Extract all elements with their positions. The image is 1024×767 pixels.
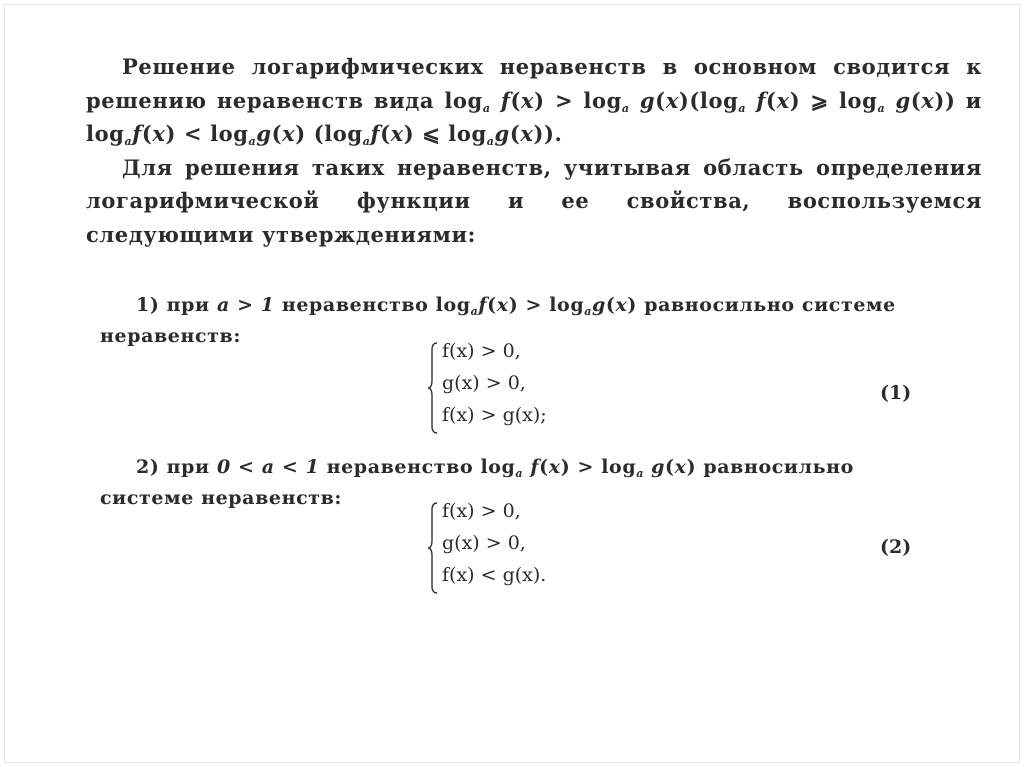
system-1-line-3: f(x) > g(x); xyxy=(442,404,547,426)
equation-number-2: (2) xyxy=(880,536,912,558)
rule-2-lead: 2) при xyxy=(136,456,210,478)
rule-1-lead: 1) при xyxy=(136,294,210,316)
system-2-line-1: f(x) > 0, xyxy=(442,500,521,522)
equation-number-1: (1) xyxy=(880,382,912,404)
system-1-line-1: f(x) > 0, xyxy=(442,340,521,362)
conjunction: и xyxy=(965,87,982,113)
brace-icon xyxy=(428,342,438,434)
rule-1-formula: $\log_af(x) > \log_ag(x)$ xyxy=(435,294,637,318)
intro-paragraph-1-text: Решение логарифмических неравенств в основном сводится к решению неравенств вида xyxy=(86,54,982,113)
formula-log-f-gt-log-g: $\log_a f(x) > \log_a g(x)(\log_a$ f(x) ⩾ $\log_a g(x)$) xyxy=(444,87,956,115)
rule-1-tail: равносильно системе неравенств: xyxy=(100,294,896,347)
system-2-line-3: f(x) < g(x). xyxy=(442,564,547,586)
formula-log-f-lt-log-g: $\log_af(x) < \log_ag(x)$ ($\log_af(x)$ ⩽ $\log_ag(x)$). xyxy=(86,121,563,148)
intro-paragraph-1 xyxy=(86,50,982,151)
system-2-line-2: g(x) > 0, xyxy=(442,532,526,554)
rule-1-word: неравенство xyxy=(281,294,429,316)
rule-2-formula: $\log_a f(x) > \log_a g(x)$ xyxy=(480,456,697,480)
brace-icon xyxy=(428,502,438,594)
system-1-line-2: g(x) > 0, xyxy=(442,372,526,394)
rule-2-word: неравенство xyxy=(326,456,474,478)
intro-text xyxy=(86,50,982,251)
rule-2-condition: 0 < a < 1 xyxy=(216,456,320,478)
rule-2-tail: равносильно системе неравенств: xyxy=(100,456,854,509)
rule-1-condition: a > 1 xyxy=(216,294,275,316)
intro-paragraph-2: Для решения таких неравенств, учитывая область определения логарифмической функции и ее свойства, воспользуемся следующими утверждениями: xyxy=(86,154,982,247)
